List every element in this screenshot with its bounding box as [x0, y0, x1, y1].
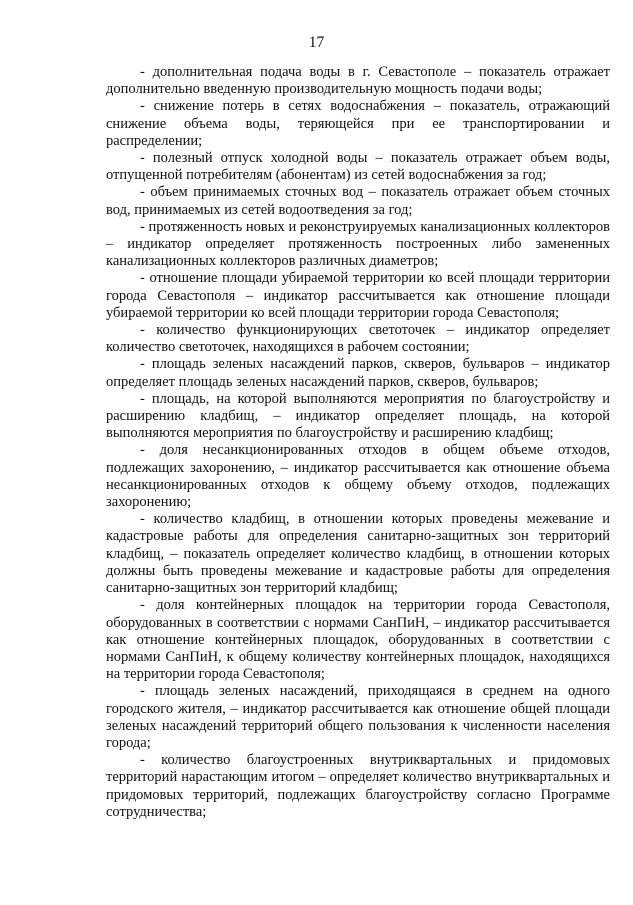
indicator-paragraph: - количество функционирующих светоточек – индикатор определяет количество светоточек, находящихся в рабочем состоянии; [106, 322, 610, 356]
indicator-paragraph: - количество кладбищ, в отношении которых проведены межевание и кадастровые работы для определения санитарно-защитных зон территорий кладбищ, – показатель определяет количество кладбищ, в отношении которых должны быть проведены межевание и кадастровые работы для определения санитарно-защитных зон территорий кладбищ; [106, 511, 610, 597]
indicator-paragraph: - доля контейнерных площадок на территории города Севастополя, оборудованных в соответствии с нормами СанПиН, – индикатор рассчитывается как отношение контейнерных площадок, оборудованных в соответствии с нормами СанПиН, к общему количеству контейнерных площадок, находящихся на территории города Севастополя; [106, 597, 610, 683]
document-body [106, 64, 610, 821]
indicator-paragraph: - объем принимаемых сточных вод – показатель отражает объем сточных вод, принимаемых из сетей водоотведения за год; [106, 184, 610, 218]
indicator-paragraph: - протяженность новых и реконструируемых канализационных коллекторов – индикатор определяет протяженность построенных либо замененных канализационных коллекторов различных диаметров; [106, 218, 610, 270]
indicator-paragraph: - дополнительная подача воды в г. Севастополе – показатель отражает дополнительно введенную производительную мощность подачи воды; [106, 64, 610, 98]
indicator-paragraph: - полезный отпуск холодной воды – показатель отражает объем воды, отпущенной потребителям (абонентам) из сетей водоснабжения за год; [106, 150, 610, 184]
indicator-paragraph: - площадь зеленых насаждений парков, скверов, бульваров – индикатор определяет площадь зеленых насаждений парков, скверов, бульваров; [106, 356, 610, 390]
indicator-paragraph: - доля несанкционированных отходов в общем объеме отходов, подлежащих захоронению, – индикатор рассчитывается как отношение объема несанкционированных отходов к общему объему отходов, подлежащих захоронению; [106, 442, 610, 511]
indicator-paragraph: - площадь, на которой выполняются мероприятия по благоустройству и расширению кладбищ, – индикатор определяет площадь, на которой выполняются мероприятия по благоустройству и расширению кладбищ; [106, 390, 610, 442]
indicator-paragraph: - отношение площади убираемой территории ко всей площади территории города Севастополя – индикатор рассчитывается как отношение площади убираемой территории ко всей площади территории города Севастополя; [106, 270, 610, 321]
indicator-paragraph: - количество благоустроенных внутриквартальных и придомовых территорий нарастающим итогом – определяет количество внутриквартальных и придомовых территорий, подлежащих благоустройству согласно Программе сотрудничества; [106, 752, 610, 820]
page-number: 17 [308, 34, 325, 51]
indicator-paragraph: - площадь зеленых насаждений, приходящаяся в среднем на одного городского жителя, – индикатор рассчитывается как отношение общей площади зеленых насаждений территорий общего пользования к численности населения города; [106, 683, 610, 751]
indicator-paragraph: - снижение потерь в сетях водоснабжения – показатель, отражающий снижение объема воды, теряющейся при ее транспортировании и распределении; [106, 98, 610, 149]
